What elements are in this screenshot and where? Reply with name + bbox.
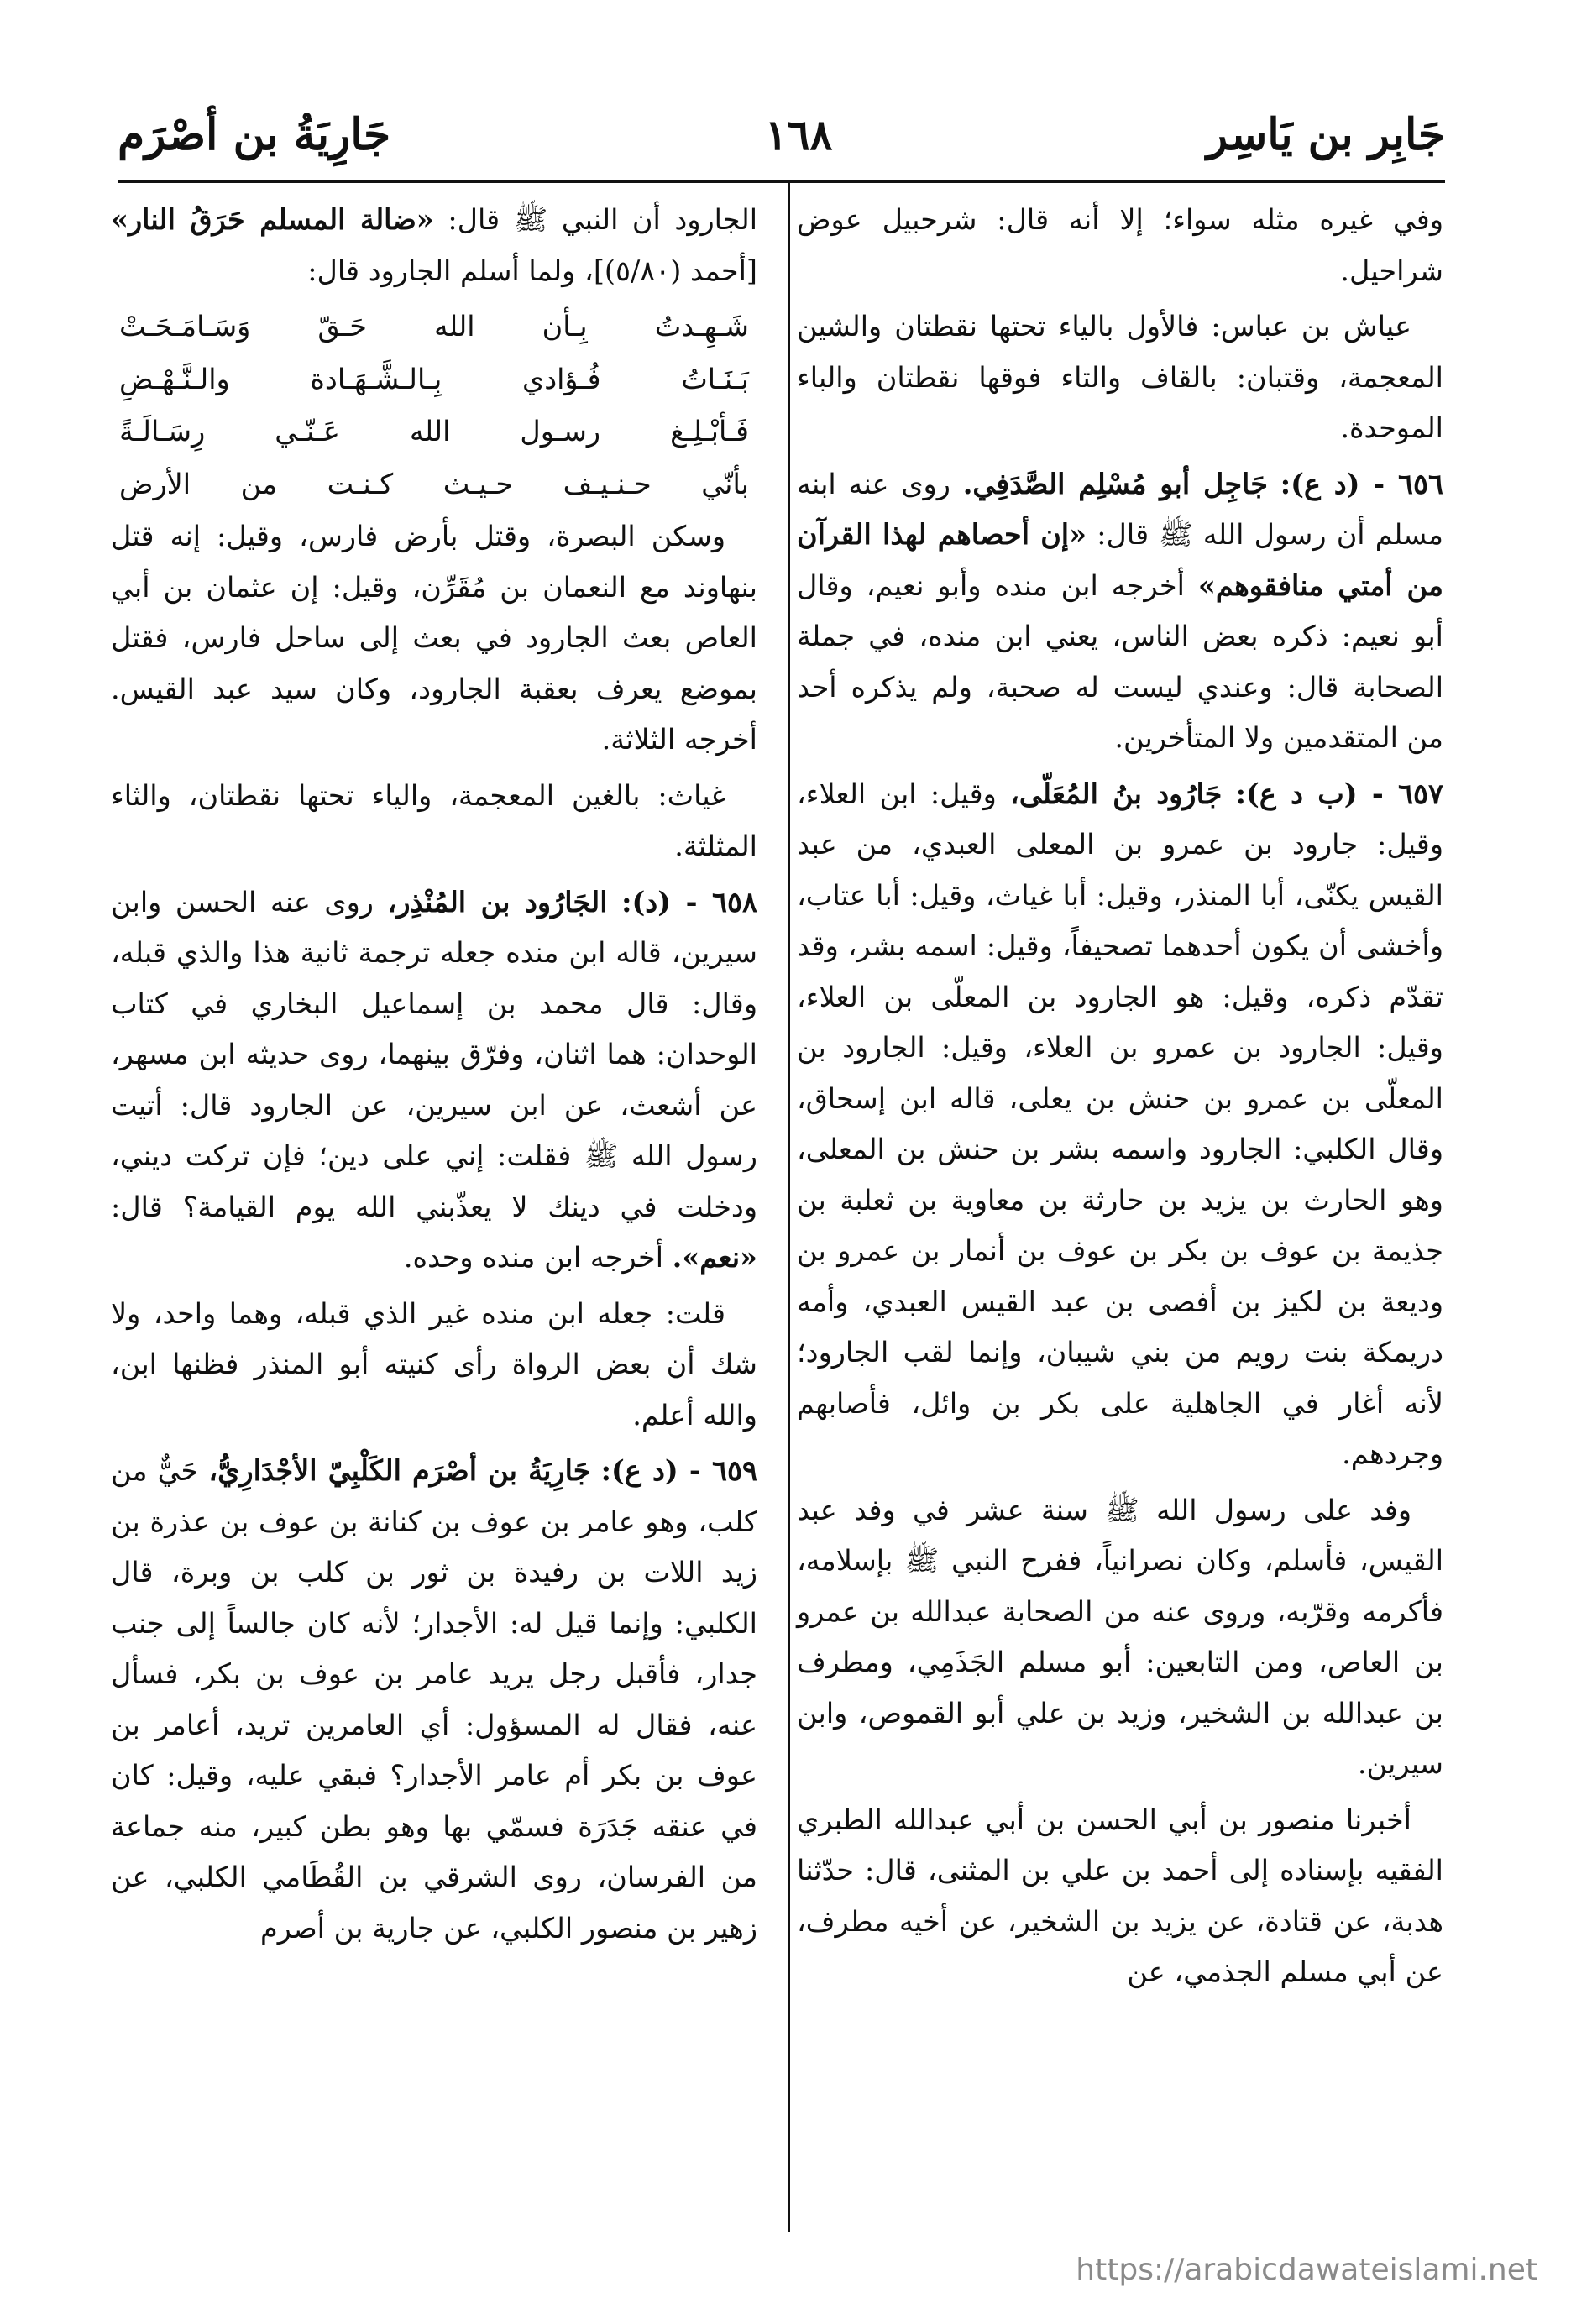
hadith-quote: «ضالة المسلم حَرَقُ النار» (111, 203, 434, 236)
entry-text: روى عنه الحسن وابن سيرين، قاله ابن منده جعله ترجمة ثانية هذا والذي قبله، وقال: قال محمد بن إسماعيل البخاري في كتاب الوحدان: هما اثنان، وفرّق بينهما، روى حديثه ابن مسهر، عن أشعث، عن ابن سيرين، عن الجارود قال: أتيت رسول الله ﷺ فقلت: إني على دين؛ فإن تركت ديني، ودخلت في دينك لا يعذّبني الله يوم القيامة؟ قال: (111, 885, 757, 1223)
entry-text: الجارود أن النبي ﷺ قال: (448, 203, 758, 236)
entry-text: أخرجه ابن منده وأبو نعيم، وقال أبو نعيم: ذكره بعض الناس، يعني ابن منده، في جملة الصحابة قال: وعندي ليست له صحبة، ولم يذكره أحد من المتقدمين ولا المتأخرين. (797, 568, 1443, 754)
entry-text: [أحمد (٥/٨٠)]، ولما أسلم الجارود قال: (307, 254, 757, 287)
poem-verse: فَـأبْـلِـغ رسـول الله عَـنّـي رِسَـالَـةً (119, 415, 749, 448)
page-header (118, 99, 1445, 170)
watermark-url: https://arabicdawateislami.net (1076, 2253, 1537, 2287)
entry-name: جَاجِل أبو مُسْلِم الصَّدَفِي. (962, 467, 1268, 500)
hadith-quote: «نعم». (672, 1241, 757, 1274)
paragraph (111, 195, 757, 296)
entry-656 (797, 459, 1443, 764)
entry-text: حَيٌّ من كلب، وهو عامر بن عوف بن كنانة بن عوف بن عذرة بن زيد اللات بن رفيدة بن ثور بن كلب بن وبرة، قال الكلبي: وإنما قيل له: الأجدار؛ لأنه كان جالساً إلى جنب جدار، فأقبل رجل يريد عامر بن عوف بن بكر، فسأل عنه، فقال له المسؤول: أي العامرين تريد، أعامر بن عوف بن بكر أم عامر الأجدار؟ فبقي عليه، وقيل: كان في عنقه جَدَرَة فسمّي بها وهو بطن كبير، منه جماعة من الفرسان، روى الشرقي بن القُطَامي الكلبي، عن زهير بن منصور الكلبي، عن جارية بن أصرم (111, 1454, 757, 1945)
paragraph: وفد على رسول الله ﷺ سنة عشر في وفد عبد القيس، فأسلم، وكان نصرانياً، ففرح النبي ﷺ بإسلامه، فأكرمه وقرّبه، وروى عنه من الصحابة عبدالله بن عمرو بن العاص، ومن التابعين: أبو مسلم الجَذَمِي، ومطرف بن عبدالله بن الشخير، وزيد بن علي أبو القموص، وابن سيرين. (797, 1493, 1443, 1780)
entry-number: ٦٥٨ - (د): (621, 885, 758, 919)
entry-number: ٦٥٦ - (د ع): (1280, 467, 1443, 500)
paragraph: غياث: بالغين المعجمة، والياء تحتها نقطتان، والثاء المثلثة. (111, 778, 757, 862)
paragraph: قلت: جعله ابن منده غير الذي قبله، وهما واحد، ولا شك أن بعض الرواة رأى كنيته أبو المنذر فظنها ابن، والله أعلم. (111, 1296, 757, 1432)
paragraph: أخبرنا منصور بن أبي الحسن بن أبي عبدالله الطبري الفقيه بإسناده إلى أحمد بن علي بن المثنى، قال: حدّثنا هدبة، عن قتادة، عن يزيد بن الشخير، عن أخيه مطرف، عن أبي مسلم الجذمي، عن (797, 1803, 1443, 1988)
entry-658 (111, 877, 757, 1284)
right-column (797, 195, 1443, 2003)
poem-verse: بأنّي حـنـيـف حـيـث كـنـت من الأرض (119, 467, 749, 500)
entry-number: ٦٥٧ - (ب د ع): (1235, 777, 1443, 810)
entry-659 (111, 1446, 757, 1954)
paragraph: عياش بن عباس: فالأول بالياء تحتها نقطتان والشين المعجمة، وقتبان: بالقاف والتاء فوقها نقطتان والباء الموحدة. (797, 310, 1443, 444)
left-column (111, 195, 757, 1959)
hadith-quote: «إن أحصاهم لهذا القرآن من أمتي منافقوهم» (797, 518, 1443, 602)
poem-verse: شَـهِـدتُ بِـأن الله حَـقّ وَسَـامَـحَـتْ (119, 310, 749, 343)
poem-verse: بَـنَـاتُ فُـؤادي بِـالـشَّـهَـادة والـنَّـهْـضِ (119, 362, 749, 395)
entry-number: ٦٥٩ - (د ع): (600, 1454, 757, 1487)
running-title-left: جَارِيَةُ بن أصْرَم (118, 108, 391, 160)
running-title-right: جَابِر بن يَاسِر (1207, 108, 1445, 160)
entry-text: روى عنه ابنه مسلم أن رسول الله ﷺ قال: (797, 467, 1444, 551)
entry-text: وقيل: ابن العلاء، وقيل: جارود بن عمرو بن المعلى العبدي، من عبد القيس يكنّى، أبا المنذر، وقيل: أبا غياث، وقيل: أبا عتاب، وأخشى أن يكون أحدهما تصحيفاً، وقيل: اسمه بشر، وقد تقدّم ذكره، وقيل: هو الجارود بن المعلّى بن العلاء، وقيل: الجارود بن عمرو بن العلاء، وقيل: الجارود بن المعلّى بن عمرو بن حنش بن يعلى، قاله ابن إسحاق، وقال الكلبي: الجارود واسمه بشر بن حنش بن المعلى، وهو الحارث بن يزيد بن حارثة بن معاوية بن ثعلبة بن جذيمة بن عوف بن بكر بن عوف بن أنمار بن عمرو بن وديعة بن لكيز بن أفصى بن عبد القيس العبدي، وأمه دريمكة بنت رويم من بني شيبان، وإنما لقب الجارود؛ لأنه أغار في الجاهلية على بكر بن وائل، فأصابهم وجردهم. (797, 777, 1443, 1470)
entry-657 (797, 769, 1443, 1480)
paragraph: وسكن البصرة، وقتل بأرض فارس، وقيل: إنه قتل بنهاوند مع النعمان بن مُقَرِّن، وقيل: إن عثمان بن أبي العاص بعث الجارود في بعث إلى ساحل فارس، فقتل بموضع يعرف بعقبة الجارود، وكان سيد عبد القيس. أخرجه الثلاثة. (111, 520, 757, 756)
page-number: ١٦٨ (764, 109, 833, 160)
entry-name: الجَارُود بن المُنْذِر، (387, 885, 608, 919)
column-divider (788, 183, 790, 2232)
paragraph: وفي غيره مثله سواء؛ إلا أنه قال: شرحبيل عوض شراحيل. (797, 203, 1443, 287)
entry-name: جَارِيَةُ بن أصْرَم الكَلْبِيّ الأجْدَارِيُّ، (208, 1454, 591, 1487)
entry-text: أخرجه ابن منده وحده. (403, 1241, 664, 1274)
header-rule (118, 180, 1445, 183)
entry-name: جَارُود بنُ المُعَلّى، (1010, 777, 1223, 810)
